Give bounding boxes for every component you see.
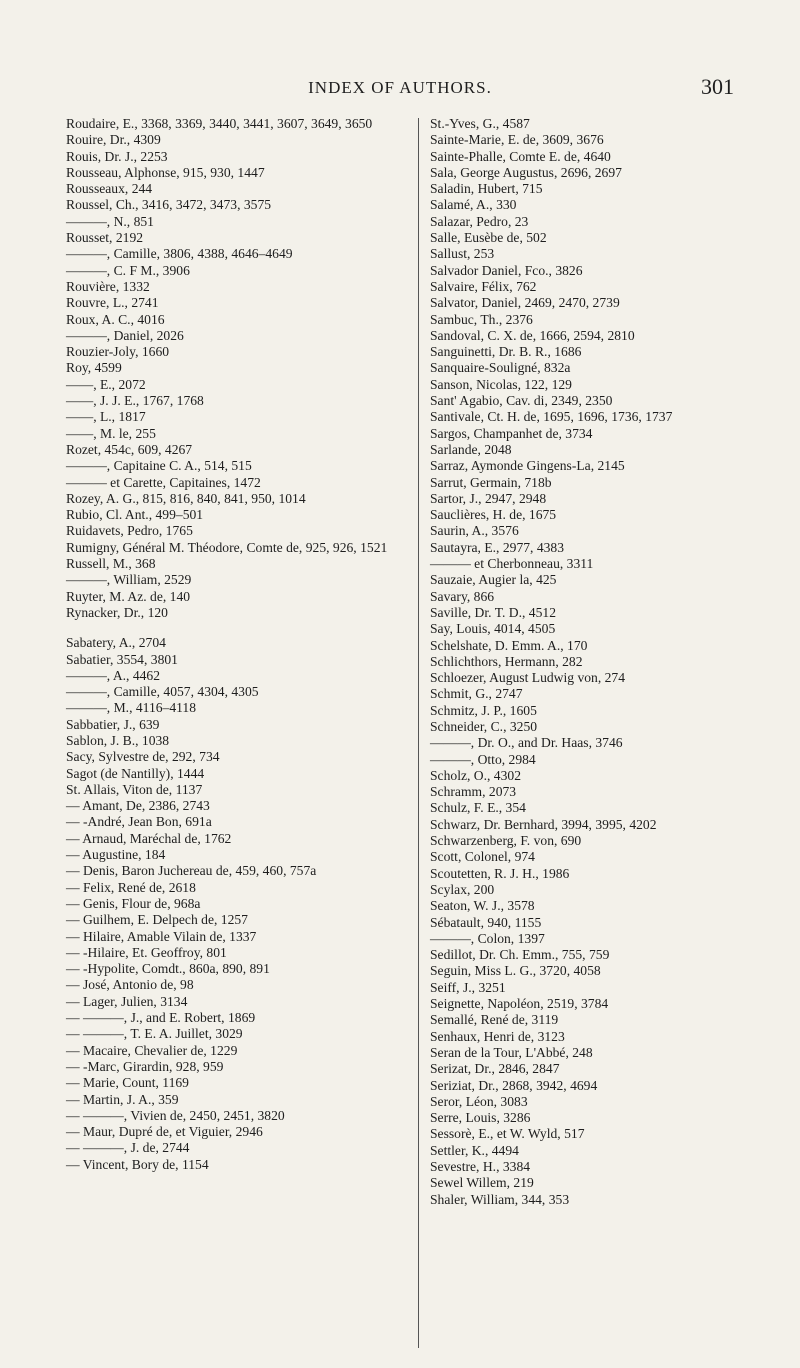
index-entry: Salvador Daniel, Fco., 3826 xyxy=(430,262,583,278)
index-entry: ———, Daniel, 2026 xyxy=(66,327,184,343)
index-entry: ———, Dr. O., and Dr. Haas, 3746 xyxy=(430,735,623,751)
index-entry: Sarlande, 2048 xyxy=(430,441,512,457)
index-entry: Sargos, Champanhet de, 3734 xyxy=(430,425,593,441)
index-entry: ——— et Cherbonneau, 3311 xyxy=(430,556,594,572)
index-entry: Schulz, F. E., 354 xyxy=(430,800,526,816)
index-entry: — José, Antonio de, 98 xyxy=(66,977,194,993)
index-entry: — -Hypolite, Comdt., 860a, 890, 891 xyxy=(66,961,270,977)
index-entry: Sandoval, C. X. de, 1666, 2594, 2810 xyxy=(430,327,635,343)
index-entry: Sauclières, H. de, 1675 xyxy=(430,507,557,523)
index-entry: Senhaux, Henri de, 3123 xyxy=(430,1028,565,1044)
index-entry: Sainte-Marie, E. de, 3609, 3676 xyxy=(430,132,604,148)
index-entry: Salazar, Pedro, 23 xyxy=(430,213,529,229)
index-entry: Rynacker, Dr., 120 xyxy=(66,604,168,620)
index-entry: — Denis, Baron Juchereau de, 459, 460, 757a xyxy=(66,863,317,879)
index-entry: Rousset, 2192 xyxy=(66,230,144,246)
index-entry: Schneider, C., 3250 xyxy=(430,718,538,734)
index-entry: Rumigny, Général M. Théodore, Comte de, 925, 926, 1521 xyxy=(66,539,388,555)
index-entry: ——, E., 2072 xyxy=(66,376,146,392)
index-entry: — Lager, Julien, 3134 xyxy=(66,993,188,1009)
index-entry: — Macaire, Chevalier de, 1229 xyxy=(66,1042,238,1058)
index-entry: Rozey, A. G., 815, 816, 840, 841, 950, 1014 xyxy=(66,490,306,506)
running-head: INDEX OF AUTHORS. xyxy=(308,78,492,97)
index-entry: ———, Capitaine C. A., 514, 515 xyxy=(66,458,252,474)
index-entry: Schlichthors, Hermann, 282 xyxy=(430,653,583,669)
index-entry: — Marie, Count, 1169 xyxy=(66,1075,189,1091)
index-entry: Rouzier-Joly, 1660 xyxy=(66,344,170,360)
index-entry: Sevestre, H., 3384 xyxy=(430,1159,531,1174)
index-entry: Schelshate, D. Emm. A., 170 xyxy=(430,637,588,653)
index-entry: Santivale, Ct. H. de, 1695, 1696, 1736, 1737 xyxy=(430,409,673,425)
index-entry: Sarrut, Germain, 718b xyxy=(430,474,552,490)
index-entry: Sessorè, E., et W. Wyld, 517 xyxy=(430,1126,585,1142)
index-entry: — Genis, Flour de, 968a xyxy=(66,895,201,911)
index-entry: ——— et Carette, Capitaines, 1472 xyxy=(66,474,261,490)
index-entry: Serre, Louis, 3286 xyxy=(430,1110,531,1126)
index-entry: ——, J. J. E., 1767, 1768 xyxy=(66,393,204,409)
index-entry: Seriziat, Dr., 2868, 3942, 4694 xyxy=(430,1077,598,1093)
index-entry: — Martin, J. A., 359 xyxy=(66,1091,179,1107)
index-entry: Sarraz, Aymonde Gingens-La, 2145 xyxy=(430,458,625,474)
index-entry: St. Allais, Viton de, 1137 xyxy=(66,781,203,797)
index-entry: Seignette, Napoléon, 2519, 3784 xyxy=(430,996,609,1012)
index-entry: Sant' Agabio, Cav. di, 2349, 2350 xyxy=(430,393,613,409)
index-entry: Rouis, Dr. J., 2253 xyxy=(66,148,168,164)
index-entry: ———, Colon, 1397 xyxy=(430,930,545,946)
index-entry: ———, Camille, 4057, 4304, 4305 xyxy=(66,684,259,700)
index-entry: ——, M. le, 255 xyxy=(66,425,156,441)
index-entry: Rousseaux, 244 xyxy=(66,181,153,197)
index-entry: Sallust, 253 xyxy=(430,246,495,262)
index-entry: Salvator, Daniel, 2469, 2470, 2739 xyxy=(430,295,620,311)
index-entry: Roy, 4599 xyxy=(66,360,122,376)
index-entry: Sedillot, Dr. Ch. Emm., 755, 759 xyxy=(430,947,610,963)
index-entry: Salamé, A., 330 xyxy=(430,197,517,213)
index-entry: Rozet, 454c, 609, 4267 xyxy=(66,441,193,457)
index-entry: ———, Otto, 2984 xyxy=(430,751,536,767)
index-entry: — ———, Vivien de, 2450, 2451, 3820 xyxy=(66,1107,285,1123)
index-entry: Serizat, Dr., 2846, 2847 xyxy=(430,1061,560,1077)
index-entry: Ruyter, M. Az. de, 140 xyxy=(66,588,191,604)
index-entry: Scholz, O., 4302 xyxy=(430,767,521,783)
index-entry: Schwarzenberg, F. von, 690 xyxy=(430,833,582,849)
index-entry: Sanquaire-Souligné, 832a xyxy=(430,360,571,376)
index-entry: Rouire, Dr., 4309 xyxy=(66,132,161,148)
index-entry: Seror, Léon, 3083 xyxy=(430,1093,528,1109)
index-entry: Scylax, 200 xyxy=(430,881,495,897)
index-entry: Roussel, Ch., 3416, 3472, 3473, 3575 xyxy=(66,197,272,213)
index-entry: Seguin, Miss L. G., 3720, 4058 xyxy=(430,963,601,979)
index-entry: Salle, Eusèbe de, 502 xyxy=(430,230,547,246)
index-entry: Sacy, Sylvestre de, 292, 734 xyxy=(66,749,220,765)
index-entry: Sambuc, Th., 2376 xyxy=(430,311,533,327)
index-entry: Sagot (de Nantilly), 1444 xyxy=(66,765,205,781)
index-entry: Shaler, William, 344, 353 xyxy=(430,1191,570,1207)
column-divider xyxy=(418,118,419,1348)
index-entry: Sainte-Phalle, Comte E. de, 4640 xyxy=(430,148,611,164)
index-entry: Scoutetten, R. J. H., 1986 xyxy=(430,865,570,881)
index-entry: Saville, Dr. T. D., 4512 xyxy=(430,604,556,620)
index-entry: Schmit, G., 2747 xyxy=(430,686,523,702)
index-entry: Schmitz, J. P., 1605 xyxy=(430,702,537,718)
index-entry: Sablon, J. B., 1038 xyxy=(66,732,170,748)
index-entry: — Augustine, 184 xyxy=(66,847,166,863)
index-entry: Saladin, Hubert, 715 xyxy=(430,181,543,197)
index-entry: Roudaire, E., 3368, 3369, 3440, 3441, 3607, 3649, 3650 xyxy=(66,116,373,131)
index-column-right xyxy=(430,116,770,1208)
index-entry: Rousseau, Alphonse, 915, 930, 1447 xyxy=(66,164,265,180)
index-entry: — Felix, René de, 2618 xyxy=(66,879,196,895)
page-header xyxy=(0,74,800,108)
index-entry: — -Hilaire, Et. Geoffroy, 801 xyxy=(66,944,227,960)
index-entry: Say, Louis, 4014, 4505 xyxy=(430,621,556,637)
index-entry: Sautayra, E., 2977, 4383 xyxy=(430,539,565,555)
index-entry: Seaton, W. J., 3578 xyxy=(430,898,535,914)
index-entry: Seran de la Tour, L'Abbé, 248 xyxy=(430,1044,593,1060)
index-entry: Sabatery, A., 2704 xyxy=(66,635,166,651)
index-entry: — ———, J., and E. Robert, 1869 xyxy=(66,1010,256,1026)
index-entry: Savary, 866 xyxy=(430,588,495,604)
page-number: 301 xyxy=(701,74,734,99)
index-entry: Scott, Colonel, 974 xyxy=(430,849,535,865)
index-entry: Sébatault, 940, 1155 xyxy=(430,914,542,930)
index-entry: — Hilaire, Amable Vilain de, 1337 xyxy=(66,928,257,944)
index-entry: — Amant, De, 2386, 2743 xyxy=(66,798,210,814)
index-entry: Schwarz, Dr. Bernhard, 3994, 3995, 4202 xyxy=(430,816,657,832)
index-entry: Rubio, Cl. Ant., 499–501 xyxy=(66,507,204,523)
index-entry: Sala, George Augustus, 2696, 2697 xyxy=(430,164,622,180)
index-entry: Salvaire, Félix, 762 xyxy=(430,278,537,294)
index-entry: — ———, T. E. A. Juillet, 3029 xyxy=(66,1026,243,1042)
index-entry: Saurin, A., 3576 xyxy=(430,523,519,539)
index-entry: ——, L., 1817 xyxy=(66,409,146,425)
index-entry: Rouvre, L., 2741 xyxy=(66,295,159,311)
index-entry: Settler, K., 4494 xyxy=(430,1142,519,1158)
index-entry: — Arnaud, Maréchal de, 1762 xyxy=(66,830,232,846)
index-entry: Sabbatier, J., 639 xyxy=(66,716,160,732)
index-entry: ———, N., 851 xyxy=(66,213,154,229)
index-entry: ———, Camille, 3806, 4388, 4646–4649 xyxy=(66,246,293,262)
index-entry: Sewel Willem, 219 xyxy=(430,1175,534,1191)
index-entry: ———, A., 4462 xyxy=(66,667,161,683)
index-entry: ———, C. F M., 3906 xyxy=(66,262,190,278)
index-entry: Schloezer, August Ludwig von, 274 xyxy=(430,670,626,686)
index-column-left xyxy=(66,116,406,1173)
index-entry: — ———, J. de, 2744 xyxy=(66,1140,190,1156)
index-entry: — Guilhem, E. Delpech de, 1257 xyxy=(66,912,248,928)
index-entry: St.-Yves, G., 4587 xyxy=(430,116,530,131)
index-entry: Ruidavets, Pedro, 1765 xyxy=(66,523,193,539)
index-entry: — Maur, Dupré de, et Viguier, 2946 xyxy=(66,1124,263,1140)
index-entry: ———, William, 2529 xyxy=(66,572,192,588)
index-entry: Rouvière, 1332 xyxy=(66,278,150,294)
index-entry: Semallé, René de, 3119 xyxy=(430,1012,559,1028)
index-entry: ———, M., 4116–4118 xyxy=(66,700,197,716)
index-entry: — -André, Jean Bon, 691a xyxy=(66,814,212,830)
index-entry: Russell, M., 368 xyxy=(66,556,156,572)
index-entry: Sanguinetti, Dr. B. R., 1686 xyxy=(430,344,582,360)
index-entry: Sabatier, 3554, 3801 xyxy=(66,651,178,667)
index-entry: Schramm, 2073 xyxy=(430,784,517,800)
index-entry: Sartor, J., 2947, 2948 xyxy=(430,490,547,506)
index-entry: Roux, A. C., 4016 xyxy=(66,311,165,327)
index-entry: Sauzaie, Augier la, 425 xyxy=(430,572,557,588)
index-entry: — Vincent, Bory de, 1154 xyxy=(66,1156,209,1172)
index-entry: Sanson, Nicolas, 122, 129 xyxy=(430,376,572,392)
section-gap xyxy=(66,621,406,635)
index-entry: — -Marc, Girardin, 928, 959 xyxy=(66,1058,224,1074)
index-entry: Seiff, J., 3251 xyxy=(430,979,506,995)
